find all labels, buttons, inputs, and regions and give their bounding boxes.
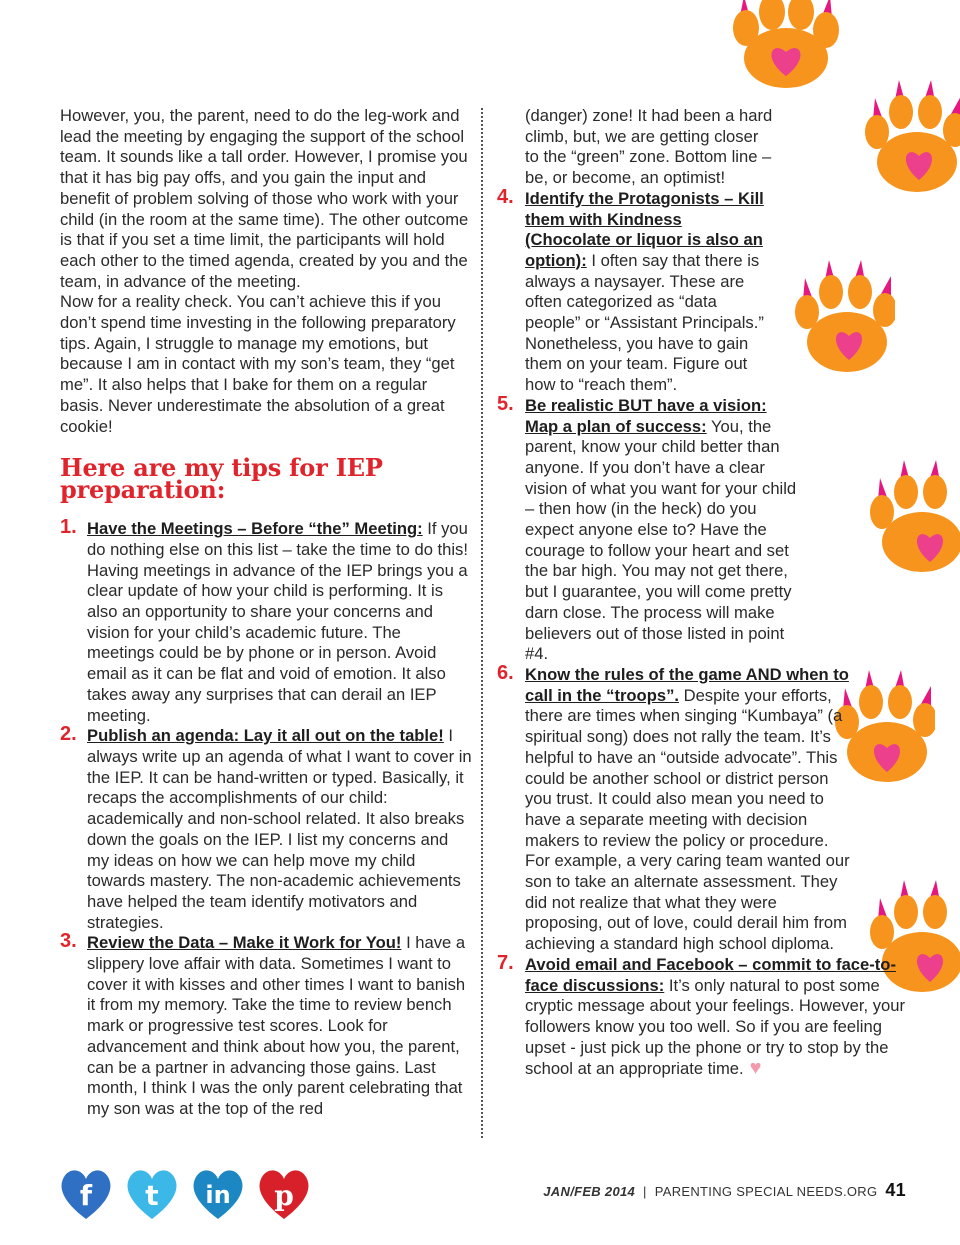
- tip-1: [60, 516, 472, 726]
- twitter-glyph: t: [145, 1179, 159, 1212]
- tip-text: I always write up an agenda of what I want to cover in the IEP. It can be hand-written or typed. Basically, it recaps the accomplishments of our child: academically and non-school related. It also breaks down the goals on the IEP. I list my concerns and my ideas on how we can help move my child towards mastery. The non-academic achievements have helped the team identify motivators and strategies.: [87, 726, 472, 932]
- twitter-icon[interactable]: [122, 1163, 182, 1223]
- column-divider: [481, 108, 483, 1138]
- footer-separator: |: [643, 1184, 647, 1199]
- tip-text: It’s only natural to post some cryptic message about your feelings. However, your followers know you too well. So if you are feeling upset - just pick up the phone or try to stop by the school at an appropriate time.: [525, 975, 905, 1079]
- pinterest-icon[interactable]: [254, 1163, 314, 1223]
- intro-paragraph-1: However, you, the parent, need to do the leg-work and lead the meeting by engaging the support of the school team. It sounds like a tall order. However, I promise you that it has big pay offs, and you gain the input and benefit of problem solving of those who work with your child (in the room at the same time). The other outcome is that if you set a time limit, the participants will hold each other to the timed agenda, created by you and the team, in advance of the meeting.: [60, 106, 469, 291]
- tip-3: [60, 930, 472, 1119]
- continuation-paragraph: (danger) zone! It had been a hard climb, but, we are getting closer to the “green” zone. Bottom line – be, or become, an optimist!: [525, 106, 773, 188]
- tip-number: 4.: [497, 185, 514, 208]
- tip-5: [497, 392, 800, 665]
- issue-date: JAN/FEB 2014: [543, 1184, 636, 1199]
- tip-text: Despite your efforts, there are times when singing “Kumbaya” (a spiritual song) does not rally the team. It’s helpful to have an “outside advocate”. This could be another school or district person you trust. It could also mean you need to have a separate meeting with decision makers to review the policy or procedure. For example, a very caring team wanted our son to take an alternate assessment. They did not realize that what they were proposing, out of love, could derail him from achieving a standard high school diploma.: [525, 685, 850, 954]
- tip-text: You, the parent, know your child better than anyone. If you don’t have a clear vision of what you want for your child – then how (in the heck) do you expect anyone else to? Have the courage to follow your heart and set the bar high. You may not get there, but I guarantee, you will come pretty darn close. The process will make believers out of those listed in point #4.: [525, 416, 797, 664]
- tip-title: Have the Meetings – Before “the” Meeting:: [87, 519, 423, 539]
- tip-title: Review the Data – Make it Work for You!: [87, 933, 402, 953]
- tip-text: I have a slippery love affair with data. Sometimes I want to cover it with kisses and other times I want to banish it from my memory. Take the time to review bench mark or progressive test scores. Look for advancement and think about how you, the parent, can be a partner in advancing those gains. Last month, I think I was the only parent celebrating that my son was at the top of the red: [87, 933, 466, 1118]
- tip-4: [497, 185, 765, 396]
- page-footer: [543, 1180, 906, 1201]
- tip-title: Identify the Protagonists – Kill them with Kindness (Chocolate or liquor is also an option):: [525, 188, 764, 270]
- tip-number: 1.: [60, 516, 77, 539]
- tip-title: Be realistic BUT have a vision: Map a plan of success:: [525, 395, 767, 436]
- tip-number: 7.: [497, 951, 514, 974]
- tip-text: I often say that there is always a naysayer. These are often categorized as “data people” or “Assistant Principals.” Nonetheless, you have to gain them on your team. Figure out how to “reach them”.: [525, 250, 764, 395]
- facebook-icon[interactable]: [56, 1163, 116, 1223]
- end-heart-icon: ♥: [749, 1057, 762, 1080]
- tips-heading-line-2: preparation:: [60, 475, 226, 505]
- tips-heading: [60, 453, 472, 505]
- paw-print-icon: [722, 0, 847, 93]
- facebook-glyph: f: [79, 1179, 93, 1212]
- tip-7: [497, 951, 905, 1080]
- social-icons: [56, 1163, 314, 1223]
- right-column: [497, 106, 907, 1080]
- tip-number: 2.: [60, 723, 77, 746]
- tip-title: Know the rules of the game AND when to call in the “troops”.: [525, 664, 849, 705]
- page-number: 41: [885, 1180, 906, 1200]
- tip-number: 3.: [60, 930, 77, 953]
- intro-paragraph-2: Now for a reality check. You can’t achieve this if you don’t spend time investing in the following preparatory tips. Again, I struggle to manage my emotions, but because I am in contact with my son’s team, they “get me”. It also helps that I bake for them on a regular basis. Never underestimate the absolution of a great cookie!: [60, 292, 456, 436]
- linkedin-glyph: in: [205, 1181, 231, 1209]
- left-column: [60, 106, 472, 1120]
- tip-2: [60, 723, 472, 933]
- tip-title: Avoid email and Facebook – commit to face-to-face discussions:: [525, 954, 896, 995]
- tip-number: 6.: [497, 661, 514, 684]
- site-name: PARENTING SPECIAL NEEDS.ORG: [654, 1184, 878, 1199]
- tip-text: If you do nothing else on this list – take the time to do this! Having meetings in advance of the IEP brings you a clear update of how your child is performing. It is also an opportunity to share your concerns and vision for your child’s academic future. The meetings could be by phone or in person. Avoid email as it can be flat and void of emotion. It also takes away any surprises that can derail an IEP meeting.: [87, 519, 468, 725]
- tip-6: [497, 661, 855, 955]
- linkedin-icon[interactable]: [188, 1163, 248, 1223]
- tip-title: Publish an agenda: Lay it all out on the table!: [87, 726, 444, 746]
- tips-heading-line-1: Here are my tips for IEP: [60, 453, 383, 483]
- pinterest-glyph: p: [274, 1179, 294, 1212]
- tip-number: 5.: [497, 392, 514, 415]
